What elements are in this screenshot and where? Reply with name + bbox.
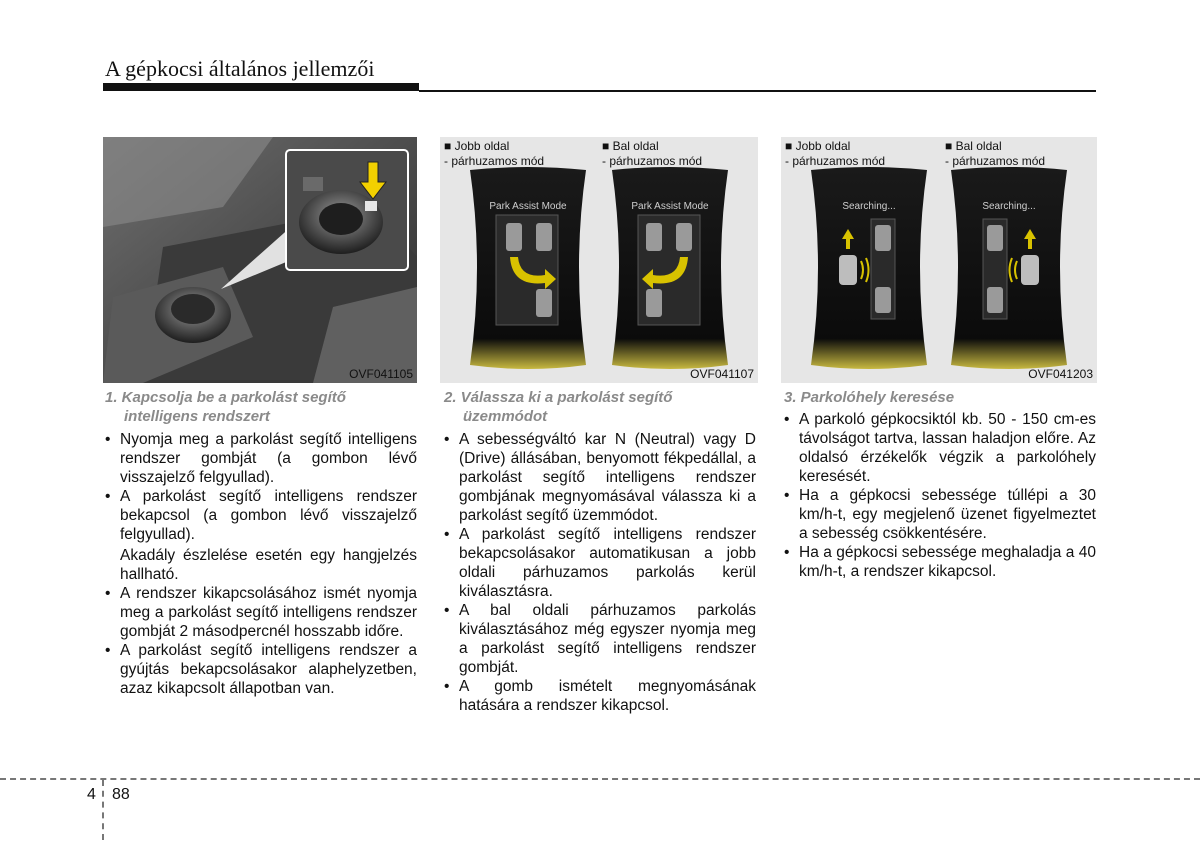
step-3-title-line1: 3. Parkolóhely keresése [784,389,955,406]
console-illustration [103,137,417,383]
list-item: • A gomb ismételt megnyomásának hatására a rendszer kikapcsol. [442,677,756,715]
screen-search-text: Searching... [982,201,1036,212]
step-2-title [444,388,758,426]
figure-code: OVF041203 [1028,367,1093,381]
park-assist-mode-screens [440,137,758,383]
screen-label-right-side: ■ Jobb oldal - párhuzamos mód [785,139,886,168]
screen-mode-text: Park Assist Mode [631,201,709,212]
step-2-title-line1: 2. Válassza ki a parkolást segítő [444,389,673,406]
figure-code: OVF041105 [349,367,413,381]
screen-search-text: Searching... [842,201,896,212]
figure-console-photo [103,137,417,383]
page-header-title: A gépkocsi általános jellemzői [105,56,375,81]
figure-searching [781,137,1097,383]
screen-label-left-side: ■ Bal oldal - párhuzamos mód [602,139,703,168]
figure-code: OVF041107 [690,367,754,381]
step-1-title-line1: 1. Kapcsolja be a parkolást segítő [105,389,346,406]
step-1-title [105,388,417,426]
list-item: • A sebességváltó kar N (Neutral) vagy D (Drive) állásában, benyomott fékpedállal, a parkolást segítő intelligens rendszer gombjának megnyomásával válassza ki a parkolást segítő üzemmódot. [442,430,756,525]
parking-lane-right [638,215,700,325]
step-3-title [784,388,1098,407]
column-2-body [442,430,756,715]
list-item: • A bal oldali párhuzamos parkolás kiválasztásához még egyszer nyomja meg a parkolást segítő intelligens rendszer gombját. [442,601,756,677]
list-item: • A parkolást segítő intelligens rendszer bekapcsol (a gombon lévő visszajelző felgyullad). [103,487,417,544]
figure-park-assist-mode [440,137,758,383]
list-item: • Nyomja meg a parkolást segítő intelligens rendszer gombját (a gombon lévő visszajelző felgyullad). [103,430,417,487]
column-3-body [782,410,1096,581]
list-item: • A rendszer kikapcsolásához ismét nyomja meg a parkolást segítő intelligens rendszer gombját 2 másodpercnél hosszabb időre. [103,584,417,641]
list-item-note: Akadály észlelése esetén egy hangjelzés hallható. [120,547,417,583]
column-1-body [103,430,417,698]
list-item: • Ha a gépkocsi sebessége meghaladja a 40 km/h-t, a rendszer kikapcsol. [782,543,1096,581]
parking-lane-left [496,215,558,325]
page-number: 88 [112,786,130,803]
header-rule-thick [103,83,419,91]
header-rule-thin [419,90,1096,92]
step-2-title-line2: üzemmódot [463,408,548,425]
step-1-title-line2: intelligens rendszert [124,408,270,425]
screen-label-left-side: ■ Bal oldal - párhuzamos mód [945,139,1046,168]
list-item: • A parkolást segítő intelligens rendszer a gyújtás bekapcsolásakor alaphelyzetben, azaz kikapcsolt állapotban van. [103,641,417,698]
screen-label-right-side: ■ Jobb oldal - párhuzamos mód [444,139,545,168]
searching-screens [781,137,1097,383]
footer-rule [0,778,1200,780]
chapter-number: 4 [87,786,96,803]
footer-divider [102,780,104,840]
screen-mode-text: Park Assist Mode [489,201,567,212]
list-item: • Ha a gépkocsi sebessége túllépi a 30 km/h-t, egy megjelenő üzenet figyelmeztet a sebesség csökkentésére. [782,486,1096,543]
list-item: • A parkolást segítő intelligens rendszer bekapcsolásakor automatikusan a jobb oldali párhuzamos parkolás kerül kiválasztásra. [442,525,756,601]
list-item: • A parkoló gépkocsiktól kb. 50 - 150 cm-es távolságot tartva, lassan haladjon előre. Az oldalsó érzékelők végzik a parkolóhely keresését. [782,410,1096,486]
